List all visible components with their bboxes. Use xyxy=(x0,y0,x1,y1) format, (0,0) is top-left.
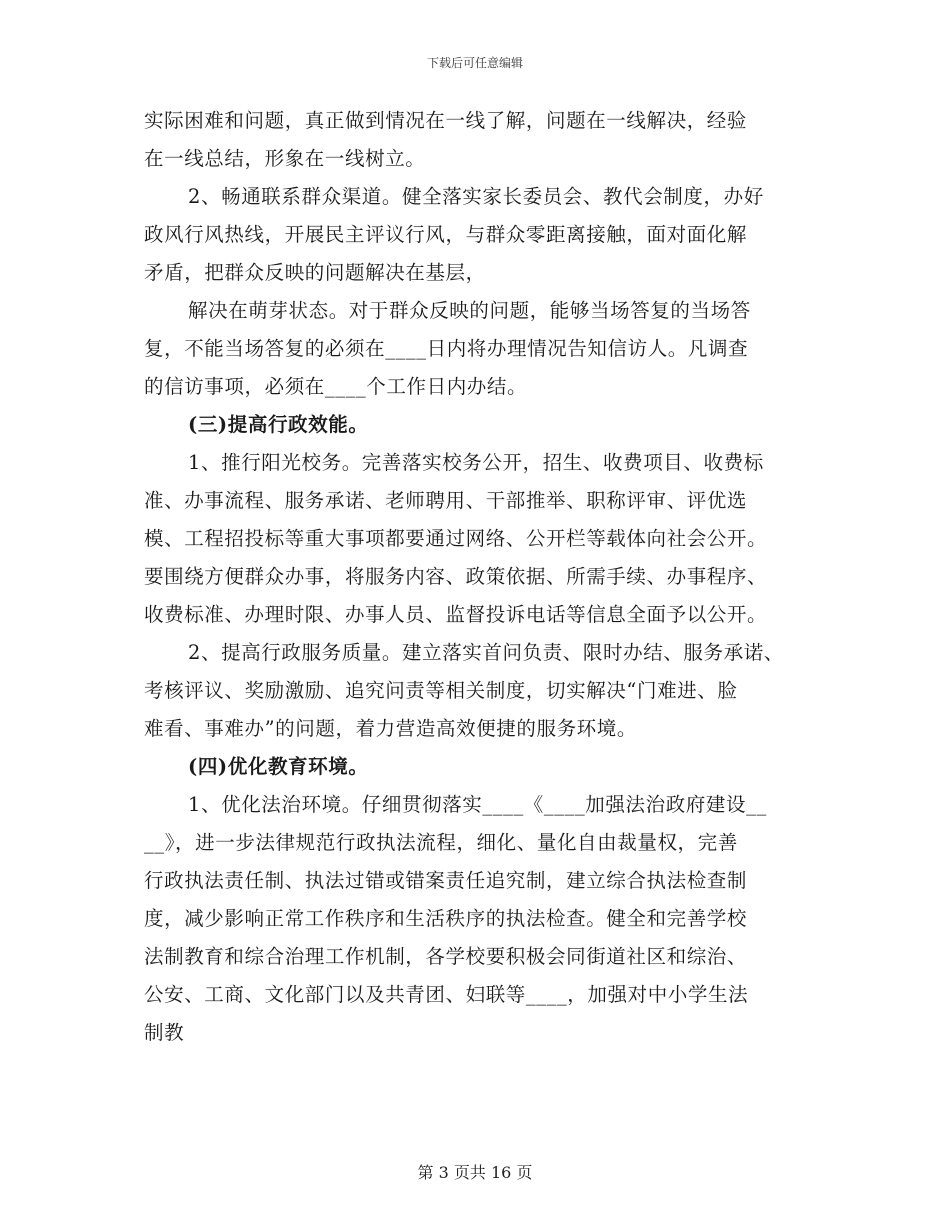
text-line: 度，减少影响正常工作秩序和生活秩序的执法检查。健全和完善学校 xyxy=(144,907,748,930)
text-line: 1、优化法治环境。仔细贯彻落实____《____加强法治政府建设__ xyxy=(188,793,767,816)
text-line: __》，进一步法律规范行政执法流程，细化、量化自由裁量权，完善 xyxy=(144,831,738,854)
text-line: 在一线总结，形象在一线树立。 xyxy=(144,147,426,170)
text-line: 实际困难和问题，真正做到情况在一线了解，问题在一线解决，经验 xyxy=(144,109,748,132)
text-line: 矛盾，把群众反映的问题解决在基层， xyxy=(144,261,486,284)
section-heading: (四)优化教育环境。 xyxy=(188,755,369,778)
text-line: 的信访事项，必须在____个工作日内办结。 xyxy=(144,375,528,398)
page-number: 第 3 页共 16 页 xyxy=(417,1163,533,1182)
text-line: 解决在萌芽状态。对于群众反映的问题，能够当场答复的当场答 xyxy=(188,299,751,322)
section-heading: (三)提高行政效能。 xyxy=(188,413,369,436)
text-line: 行政执法责任制、执法过错或错案责任追究制，建立综合执法检查制 xyxy=(144,869,748,892)
text-line: 法制教育和综合治理工作机制，各学校要积极会同街道社区和综治、 xyxy=(144,945,748,968)
text-line: 难看、事难办”的问题，着力营造高效便捷的服务环境。 xyxy=(144,717,637,740)
text-line: 2、提高行政服务质量。建立落实首问负责、限时办结、服务承诺、 xyxy=(188,641,784,664)
text-line: 2、畅通联系群众渠道。健全落实家长委员会、教代会制度，办好 xyxy=(188,185,764,208)
text-line: 准、办事流程、服务承诺、老师聘用、干部推举、职称评审、评优选 xyxy=(144,489,748,512)
text-line: 考核评议、奖励激励、追究问责等相关制度，切实解决“门难进、脸 xyxy=(144,679,738,702)
page-header: 下载后可任意编辑 xyxy=(426,56,523,70)
text-line: 模、工程招投标等重大事项都要通过网络、公开栏等载体向社会公开。 xyxy=(144,527,768,550)
text-line: 制教 xyxy=(144,1021,185,1044)
text-line: 复，不能当场答复的必须在____日内将办理情况告知信访人。凡调查 xyxy=(144,337,749,360)
text-line: 政风行风热线，开展民主评议行风，与群众零距离接触，面对面化解 xyxy=(144,223,748,246)
text-line: 要围绕方便群众办事，将服务内容、政策依据、所需手续、办事程序、 xyxy=(144,565,768,588)
text-line: 1、推行阳光校务。完善落实校务公开，招生、收费项目、收费标 xyxy=(188,451,764,474)
text-line: 收费标准、办理时限、办事人员、监督投诉电话等信息全面予以公开。 xyxy=(144,603,768,626)
text-line: 公安、工商、文化部门以及共青团、妇联等____，加强对中小学生法 xyxy=(144,983,749,1006)
document-body xyxy=(144,102,824,1052)
